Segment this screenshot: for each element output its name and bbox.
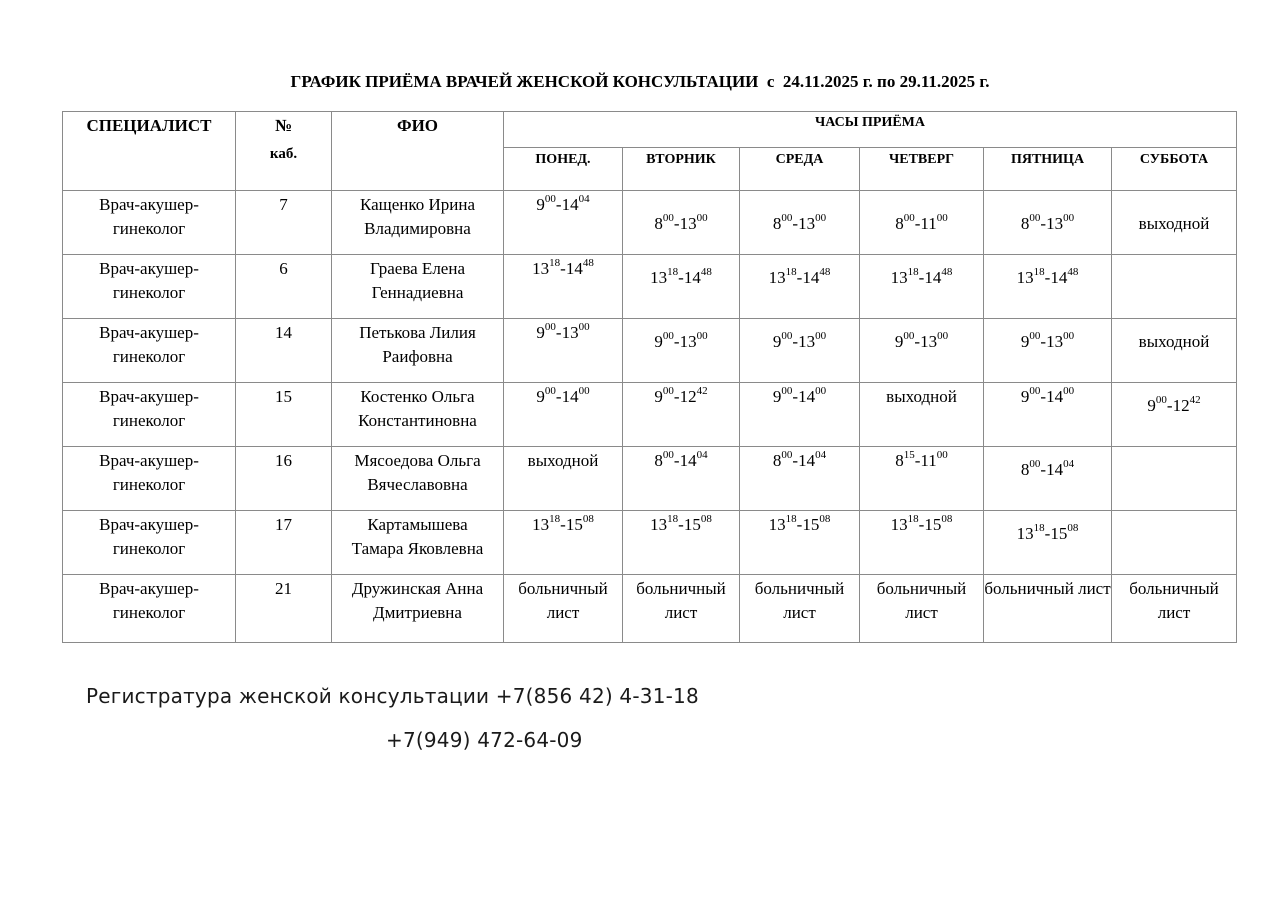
- schedule-time-cell: $13^{18}-14^{48}$: [860, 255, 984, 319]
- table-row: [63, 191, 1237, 255]
- table-row: [63, 511, 1237, 575]
- specialist-cell: Врач-акушер-гинеколог: [63, 383, 236, 447]
- header-day: ПОНЕД.: [504, 148, 623, 191]
- table-row: [63, 447, 1237, 511]
- room-cell: 6: [236, 255, 332, 319]
- schedule-time-cell: $9^{00}-13^{00}$: [860, 319, 984, 383]
- name-cell: Дружинская Анна Дмитриевна: [332, 575, 504, 643]
- name-cell: Картамышева Тамара Яковлевна: [332, 511, 504, 575]
- registry-phone: Регистратура женской консультации +7(856 42) 4-31-18: [86, 684, 699, 708]
- name-cell: Петькова Лилия Раифовна: [332, 319, 504, 383]
- schedule-time-cell: $13^{18}-15^{08}$: [623, 511, 740, 575]
- schedule-time-cell: $9^{00}-14^{00}$: [984, 383, 1112, 447]
- schedule-time-cell: $9^{00}-13^{00}$: [504, 319, 623, 383]
- room-cell: 15: [236, 383, 332, 447]
- header-hours: ЧАСЫ ПРИЁМА: [504, 112, 1237, 148]
- header-name: ФИО: [332, 112, 504, 191]
- schedule-status-cell: выходной: [860, 383, 984, 447]
- schedule-status-cell: выходной: [1112, 191, 1237, 255]
- schedule-time-cell: $9^{00}-12^{42}$: [1112, 383, 1237, 447]
- name-cell: Кащенко Ирина Владимировна: [332, 191, 504, 255]
- schedule-time-cell: $8^{00}-13^{00}$: [740, 191, 860, 255]
- schedule-time-cell: $9^{00}-14^{00}$: [504, 383, 623, 447]
- schedule-time-cell: $13^{18}-14^{48}$: [504, 255, 623, 319]
- table-row: [63, 319, 1237, 383]
- specialist-cell: Врач-акушер-гинеколог: [63, 511, 236, 575]
- schedule-status-cell: больничный лист: [1112, 575, 1237, 643]
- schedule-status-cell: больничный лист: [860, 575, 984, 643]
- table-row: [63, 255, 1237, 319]
- schedule-time-cell: $8^{00}-14^{04}$: [984, 447, 1112, 511]
- specialist-cell: Врач-акушер-гинеколог: [63, 575, 236, 643]
- schedule-time-cell: $9^{00}-14^{00}$: [740, 383, 860, 447]
- room-cell: 14: [236, 319, 332, 383]
- schedule-time-cell: $8^{00}-14^{04}$: [740, 447, 860, 511]
- table-row: [63, 383, 1237, 447]
- header-day: СУББОТА: [1112, 148, 1237, 191]
- schedule-time-cell: $9^{00}-13^{00}$: [984, 319, 1112, 383]
- schedule-time-cell: $13^{18}-15^{08}$: [740, 511, 860, 575]
- schedule-time-cell: $8^{00}-14^{04}$: [623, 447, 740, 511]
- room-cell: 21: [236, 575, 332, 643]
- schedule-time-cell: $8^{00}-11^{00}$: [860, 191, 984, 255]
- schedule-time-cell: $9^{00}-14^{04}$: [504, 191, 623, 255]
- schedule-time-cell: $8^{00}-13^{00}$: [623, 191, 740, 255]
- header-specialist: СПЕЦИАЛИСТ: [63, 112, 236, 191]
- header-day: ЧЕТВЕРГ: [860, 148, 984, 191]
- schedule-status-cell: больничный лист: [740, 575, 860, 643]
- header-day: ВТОРНИК: [623, 148, 740, 191]
- schedule-time-cell: $13^{18}-14^{48}$: [984, 255, 1112, 319]
- schedule-time-cell: $13^{18}-14^{48}$: [740, 255, 860, 319]
- header-room: № каб.: [236, 112, 332, 191]
- header-day: ПЯТНИЦА: [984, 148, 1112, 191]
- specialist-cell: Врач-акушер-гинеколог: [63, 447, 236, 511]
- schedule-status-cell: больничный лист: [623, 575, 740, 643]
- room-cell: 7: [236, 191, 332, 255]
- specialist-cell: Врач-акушер-гинеколог: [63, 255, 236, 319]
- specialist-cell: Врач-акушер-гинеколог: [63, 319, 236, 383]
- schedule-status-cell: выходной: [1112, 319, 1237, 383]
- room-cell: 16: [236, 447, 332, 511]
- schedule-time-cell: $13^{18}-14^{48}$: [623, 255, 740, 319]
- schedule-time-cell: $9^{00}-13^{00}$: [740, 319, 860, 383]
- schedule-status-cell: [1112, 447, 1237, 511]
- schedule-time-cell: $13^{18}-15^{08}$: [504, 511, 623, 575]
- page-title: ГРАФИК ПРИЁМА ВРАЧЕЙ ЖЕНСКОЙ КОНСУЛЬТАЦИИ с 24.11.2025 г. по 29.11.2025 г.: [290, 72, 990, 91]
- schedule-table: [62, 111, 1237, 643]
- schedule-status-cell: [1112, 511, 1237, 575]
- table-row: [63, 575, 1237, 643]
- room-cell: 17: [236, 511, 332, 575]
- schedule-time-cell: $13^{18}-15^{08}$: [984, 511, 1112, 575]
- name-cell: Мясоедова Ольга Вячеславовна: [332, 447, 504, 511]
- schedule-time-cell: $13^{18}-15^{08}$: [860, 511, 984, 575]
- schedule-status-cell: выходной: [504, 447, 623, 511]
- schedule-status-cell: больничный лист: [504, 575, 623, 643]
- schedule-status-cell: [1112, 255, 1237, 319]
- schedule-time-cell: $9^{00}-12^{42}$: [623, 383, 740, 447]
- schedule-time-cell: $8^{00}-13^{00}$: [984, 191, 1112, 255]
- schedule-time-cell: $8^{15}-11^{00}$: [860, 447, 984, 511]
- specialist-cell: Врач-акушер-гинеколог: [63, 191, 236, 255]
- registry-phone-2: +7(949) 472-64-09: [386, 728, 583, 752]
- header-day: СРЕДА: [740, 148, 860, 191]
- name-cell: Граева Елена Геннадиевна: [332, 255, 504, 319]
- schedule-status-cell: больничный лист: [984, 575, 1112, 643]
- name-cell: Костенко Ольга Константиновна: [332, 383, 504, 447]
- schedule-time-cell: $9^{00}-13^{00}$: [623, 319, 740, 383]
